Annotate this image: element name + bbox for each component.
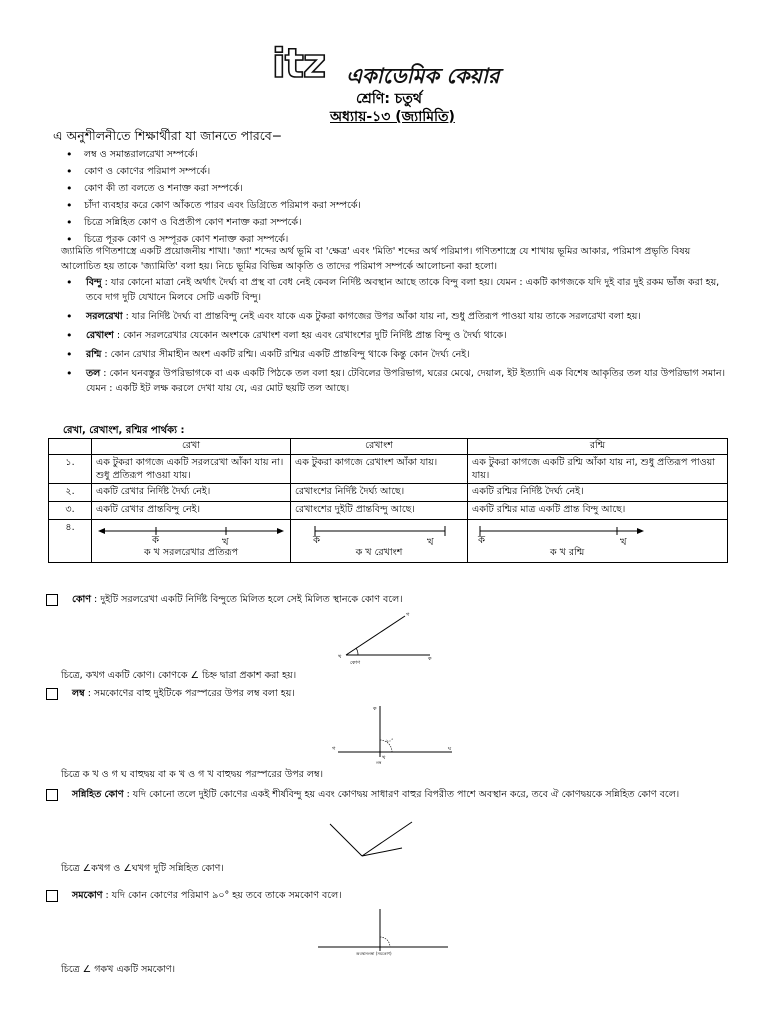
angle-label: ৯০° bbox=[386, 738, 394, 743]
definition-text: : কোন সরলরেখার যেকোন অংশকে রেখাংশ বলা হয় এবং রেখাংশের দুটি নির্দিষ্ট প্রান্ত বিন্দু ও দৈর্ঘ্য থাকে। bbox=[113, 330, 507, 341]
checkbox-icon bbox=[46, 688, 58, 700]
line-figure bbox=[96, 521, 286, 561]
checkbox-icon bbox=[46, 890, 58, 902]
definition-item bbox=[60, 275, 728, 305]
figure-caption: ক খ রেখাংশ bbox=[355, 547, 403, 558]
definition-item bbox=[60, 328, 728, 343]
comparison-title: রেখা, রেখাংশ, রশ্মির পার্থক্য : bbox=[63, 425, 185, 436]
angle-diagram bbox=[330, 610, 450, 670]
definition-text: : কোন রেখার সীমাহীন অংশ একটি রশ্মি। একটি রশ্মির একটি প্রান্তবিন্দু থাকে কিন্তু কোন দৈর্ঘ্য নেই। bbox=[101, 349, 470, 360]
definition-term: সরলরেখা bbox=[86, 311, 123, 322]
objective-item: • কোণ কী তা বলতে ও শনাক্ত করা সম্পর্কে। bbox=[60, 180, 700, 197]
chapter-heading: অধ্যায়-১৩ (জ্যামিতি) bbox=[330, 109, 455, 125]
figure-caption: ক খ সরলরেখার প্রতিরূপ bbox=[143, 547, 239, 558]
row-number: ৩. bbox=[49, 502, 92, 520]
point-label: গ bbox=[406, 612, 410, 618]
perpendicular-caption: চিত্রে ক খ ও গ ঘ বাহুদ্বয় বা ক খ ও গ খ বাহুদ্বয় পরস্পরের উপর লম্ব। bbox=[61, 769, 323, 780]
line-diagram bbox=[96, 521, 286, 545]
definition-item bbox=[60, 366, 728, 396]
figure-caption: ক খ রশ্মি bbox=[550, 547, 585, 558]
brand-logo bbox=[272, 41, 502, 92]
section-term: সন্নিহিত কোণ bbox=[72, 789, 124, 800]
objective-item: • চিত্রে পূরক কোণ ও সম্পূরক কোণ শনাক্ত করা সম্পর্কে। bbox=[60, 231, 700, 248]
adjacent-angle-caption: চিত্রে ∠কখগ ও ∠ঘখগ দুটি সন্নিহিত কোণ। bbox=[61, 863, 224, 874]
adjacent-angle-diagram bbox=[326, 818, 416, 862]
section-term: কোণ bbox=[72, 594, 91, 605]
segment-figure-cell bbox=[291, 520, 468, 563]
table-cell: একটি রশ্মির মাত্র একটি প্রান্ত বিন্দু আছে। bbox=[468, 502, 728, 520]
definition-text: : যার কোনো মাত্রা নেই অর্থাৎ দৈর্ঘ্য বা প্রস্থ বা বেধ নেই কেবল নির্দিষ্ট অবস্থান আছে তাকে বিন্দু বলা হয়। যেমন : একটি কাগজকে যদি দুই বার দুই রকম ভাঁজ করা হয়, তবে দাগ দুটি যেখানে মিলবে সেটি একটি বিন্দু। bbox=[86, 277, 720, 303]
angle-arc bbox=[356, 648, 358, 655]
point-label: ক bbox=[373, 706, 377, 712]
right-angle-diagram bbox=[314, 905, 454, 959]
table-row bbox=[49, 502, 728, 520]
table-cell: এক টুকরা কাগজে রেখাংশ আঁকা যায়। bbox=[291, 455, 468, 484]
objective-item: • চাঁদা ব্যবহার করে কোণ আঁকতে পারব এবং ডিগ্রিতে পরিমাপ করা সম্পর্কে। bbox=[60, 197, 700, 214]
point-label: খ bbox=[338, 654, 342, 660]
table-cell: রেখাংশের দুইটি প্রান্তবিন্দু আছে। bbox=[291, 502, 468, 520]
arrow-right-icon bbox=[637, 528, 644, 534]
angle-definition bbox=[72, 593, 403, 608]
objective-item: • চিত্রে সন্নিহিত কোণ ও বিপ্রতীপ কোণ শনাক্ত করা সম্পর্কে। bbox=[60, 214, 700, 231]
table-cell: এক টুকরা কাগজে একটি রশ্মি আঁকা যায় না, শুধু প্রতিরূপ পাওয়া যায়। bbox=[468, 455, 728, 484]
point-label: খ bbox=[620, 537, 627, 548]
definition-item bbox=[60, 347, 728, 362]
table-cell: এক টুকরা কাগজে একটি সরলরেখা আঁকা যায় না। শুধু প্রতিরূপ পাওয়া যায়। bbox=[92, 455, 291, 484]
definition-term: রশ্মি bbox=[86, 349, 102, 360]
angle-caption: চিত্রে, কখগ একটি কোণ। কোণকে ∠ চিহ্ন দ্বারা প্রকাশ করা হয়। bbox=[61, 670, 297, 681]
objective-item: • কোণ ও কোণের পরিমাপ সম্পর্কে। bbox=[60, 163, 700, 180]
table-cell: একটি রেখার প্রান্তবিন্দু নেই। bbox=[92, 502, 291, 520]
table-cell: একটি রেখার নির্দিষ্ট দৈর্ঘ্য নেই। bbox=[92, 484, 291, 502]
table-cell: রেখাংশের নির্দিষ্ট দৈর্ঘ্য আছে। bbox=[291, 484, 468, 502]
row-number: ৪. bbox=[49, 520, 92, 563]
table-row bbox=[49, 520, 728, 563]
section-term: লম্ব bbox=[72, 688, 85, 699]
section-text: : যদি কোনো তলে দুইটি কোণের একই শীর্ষবিন্দু হয় এবং কোণদ্বয় সাধারণ বাহুর বিপরীত পাশে অবস্থান করে, তবে ঐ কোণদ্বয়কে সন্নিহিত কোণ বলে। bbox=[123, 789, 680, 800]
section-text: : সমকোণের বাহু দুইটিকে পরস্পরের উপর লম্ব বলা হয়। bbox=[84, 688, 295, 699]
definition-term: বিন্দু bbox=[86, 277, 102, 288]
point-label: খ bbox=[382, 755, 386, 761]
definition-text: : যার নির্দিষ্ট দৈর্ঘ্য বা প্রান্তবিন্দু নেই এবং যাকে এক টুকরা কাগজের উপর আঁকা যায় না, শুধু প্রতিরূপ পাওয়া যায় তাকে সরলরেখা বলা হয়। bbox=[122, 311, 641, 322]
row-number: ১. bbox=[49, 455, 92, 484]
ray-diagram bbox=[472, 521, 732, 545]
row-number: ২. bbox=[49, 484, 92, 502]
table-header: রশ্মি bbox=[468, 439, 728, 455]
vertex-label: কোণ bbox=[350, 660, 360, 666]
angle-arm bbox=[330, 824, 362, 856]
ray-figure-cell bbox=[468, 520, 728, 563]
point-label: গ bbox=[332, 746, 336, 752]
right-angle-caption: চিত্রে ∠ গকখ একটি সমকোণ। bbox=[61, 964, 176, 975]
angle-arc bbox=[380, 937, 390, 947]
section-text: : যদি কোন কোণের পরিমাণ ৯০° হয় তবে তাকে সমকোণ বলে। bbox=[102, 890, 342, 901]
intro-text: এ অনুশীলনীতে শিক্ষার্থীরা যা জানতে পারবে− bbox=[53, 128, 283, 143]
geometry-intro-paragraph: জ্যামিতি গণিতশাস্ত্রে একটি প্রয়োজনীয় শাখা। 'জ্যা' শব্দের অর্থ ভূমি বা 'ক্ষেত্র' এবং 'মিতি' শব্দের অর্থ পরিমাপ। গণিতশাস্ত্রে যে শাখায় ভূমির আকার, পরিমাপ প্রভৃতি বিষয় আলোচিত হয় তাকে 'জ্যামিতি' বলা হয়। নিচে ভূমির বিভিন্ন আকৃতি ও তাদের পরিমাপ সম্পর্কে আলোচনা করা হলো। bbox=[61, 246, 691, 272]
point-label: খ bbox=[222, 537, 229, 548]
logo-subtitle: একাডেমিক কেয়ার bbox=[346, 64, 500, 88]
right-angle-definition bbox=[72, 889, 342, 904]
ray-figure bbox=[472, 521, 723, 561]
checkbox-icon bbox=[46, 789, 58, 801]
segment-diagram bbox=[295, 521, 463, 545]
definitions-list bbox=[60, 275, 728, 400]
adjacent-angle-definition bbox=[72, 787, 722, 803]
section-text: : দুইটি সরলরেখা একটি নির্দিষ্ট বিন্দুতে মিলিত হলে সেই মিলিত স্থানকে কোণ বলে। bbox=[91, 594, 403, 605]
point-label: ক bbox=[152, 535, 159, 546]
table-cell: একটি রশ্মির নির্দিষ্ট দৈর্ঘ্য নেই। bbox=[468, 484, 728, 502]
base-label: লম্ব bbox=[376, 760, 382, 765]
perpendicular-definition bbox=[72, 687, 295, 702]
table-header-num bbox=[49, 439, 92, 455]
table-row bbox=[49, 484, 728, 502]
arrow-left-icon bbox=[98, 528, 105, 534]
angle-arm bbox=[346, 616, 405, 655]
checkbox-icon bbox=[46, 594, 58, 606]
definition-term: তল bbox=[86, 368, 101, 379]
objective-item: • লম্ব ও সমান্তরালরেখা সম্পর্কে। bbox=[60, 146, 700, 163]
table-row bbox=[49, 455, 728, 484]
figure-label: অবস্থানলম্বা (সমকোণ) bbox=[356, 951, 392, 956]
comparison-table bbox=[48, 438, 728, 563]
table-header: রেখাংশ bbox=[291, 439, 468, 455]
arrow-right-icon bbox=[277, 528, 284, 534]
segment-figure bbox=[295, 521, 463, 561]
point-label: ক bbox=[478, 535, 485, 546]
class-heading: শ্রেণি: চতুর্থ bbox=[356, 91, 422, 107]
table-header-row bbox=[49, 439, 728, 455]
point-label: খ bbox=[427, 537, 434, 548]
objectives-list bbox=[60, 146, 700, 248]
definition-text: : কোন ঘনবস্তুর উপরিভাগকে বা এক একটি পিঠকে তল বলা হয়। টেবিলের উপরিভাগ, ঘরের মেঝে, দেয়াল, ইট ইত্যাদি এক বিশেষ আকৃতির তল যার উপরিভাগ সমান। যেমন : একটি ইট লক্ষ করলে দেখা যায় যে, এর মোট ছয়টি তল আছে। bbox=[86, 368, 725, 394]
point-label: ঘ bbox=[448, 746, 452, 752]
perpendicular-diagram bbox=[330, 702, 460, 766]
point-label: ক bbox=[428, 656, 432, 662]
section-term: সমকোণ bbox=[72, 890, 103, 901]
table-header: রেখা bbox=[92, 439, 291, 455]
definition-item bbox=[60, 309, 728, 324]
logo-itz-mark: itz bbox=[272, 41, 326, 87]
definition-term: রেখাংশ bbox=[86, 330, 114, 341]
point-label: ক bbox=[313, 535, 320, 546]
line-figure-cell bbox=[92, 520, 291, 563]
